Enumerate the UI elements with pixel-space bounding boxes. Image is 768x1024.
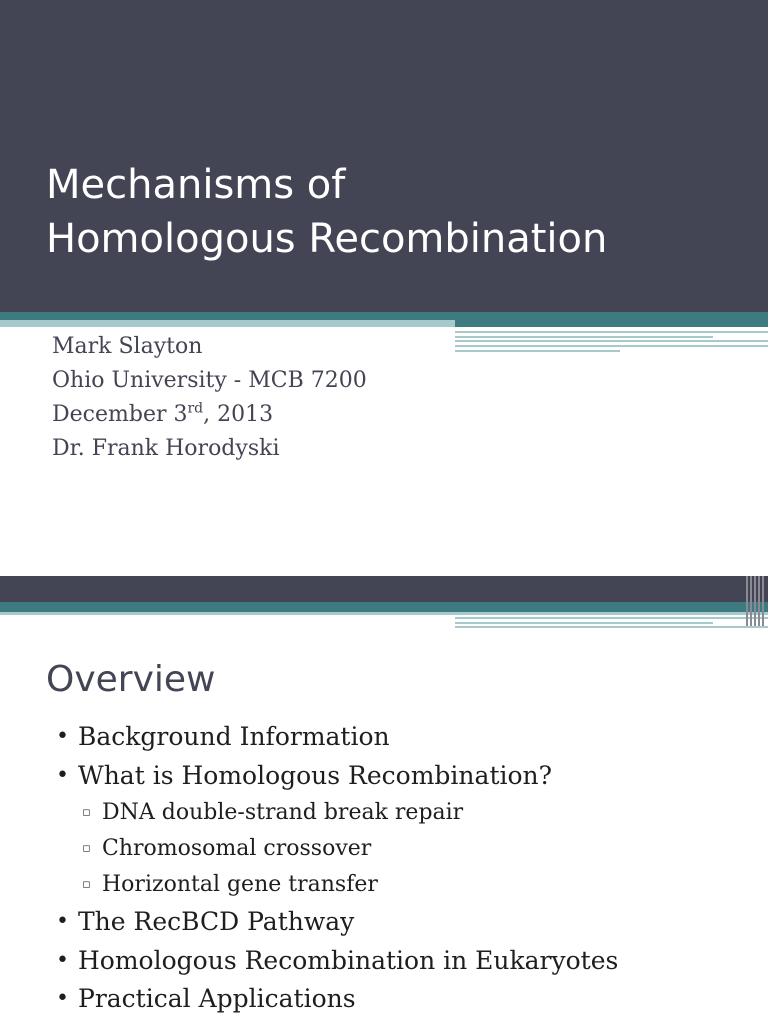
light-stripe [455,327,768,330]
bullet-marker: • [56,909,69,934]
list-item [56,942,618,981]
accent-line [455,345,768,347]
sub-bullet-marker: ▫ [82,805,91,820]
bullet-marker: • [56,986,69,1011]
list-item [56,903,618,942]
list-item-text: Background Information [78,722,390,751]
list-item-text: DNA double-strand break repair [102,800,464,825]
accent-line [455,622,713,624]
list-item [56,718,618,757]
list-item-text: The RecBCD Pathway [78,907,355,936]
accent-line [455,331,768,333]
list-item-text: Homologous Recombination in Eukaryotes [78,945,619,975]
sub-bullet-marker: ▫ [82,877,91,892]
date-text: December 3 [52,402,188,427]
list-item-text: Chromosomal crossover [102,836,372,861]
title-line: Mechanisms of [46,162,346,208]
author-name: Mark Slayton [52,334,203,359]
corner-decoration [744,576,768,626]
presentation-title [46,158,607,266]
presentation-date [52,398,367,432]
sub-bullet-marker: ▫ [82,841,91,856]
advisor-name: Dr. Frank Horodyski [52,436,280,461]
list-item-text: Practical Applications [78,984,356,1013]
bullet-marker: • [56,724,69,749]
sub-list-item [56,867,618,903]
institution: Ohio University - MCB 7200 [52,368,367,393]
list-item [56,980,618,1019]
sub-list-item [56,795,618,831]
accent-line [455,340,768,342]
title-line: Homologous Recombination [46,216,608,262]
light-stripe [0,320,455,327]
header-band [0,576,768,602]
light-stripe [0,612,768,615]
sub-list-item [56,831,618,867]
overview-list [56,718,618,1019]
accent-line [455,350,620,352]
list-item-text: Horizontal gene transfer [102,872,378,897]
accent-line [455,617,768,619]
teal-stripe [0,602,768,612]
slide-heading: Overview [46,659,216,700]
list-item [56,757,618,796]
date-year: , 2013 [203,402,274,427]
accent-line [455,336,713,338]
bullet-marker: • [56,947,69,973]
bullet-marker: • [56,762,69,788]
date-ordinal: rd [187,400,204,417]
presenter-info [52,330,367,466]
overview-slide [0,576,768,1024]
accent-line [455,626,768,628]
list-item-text: What is Homologous Recombination? [78,760,553,790]
